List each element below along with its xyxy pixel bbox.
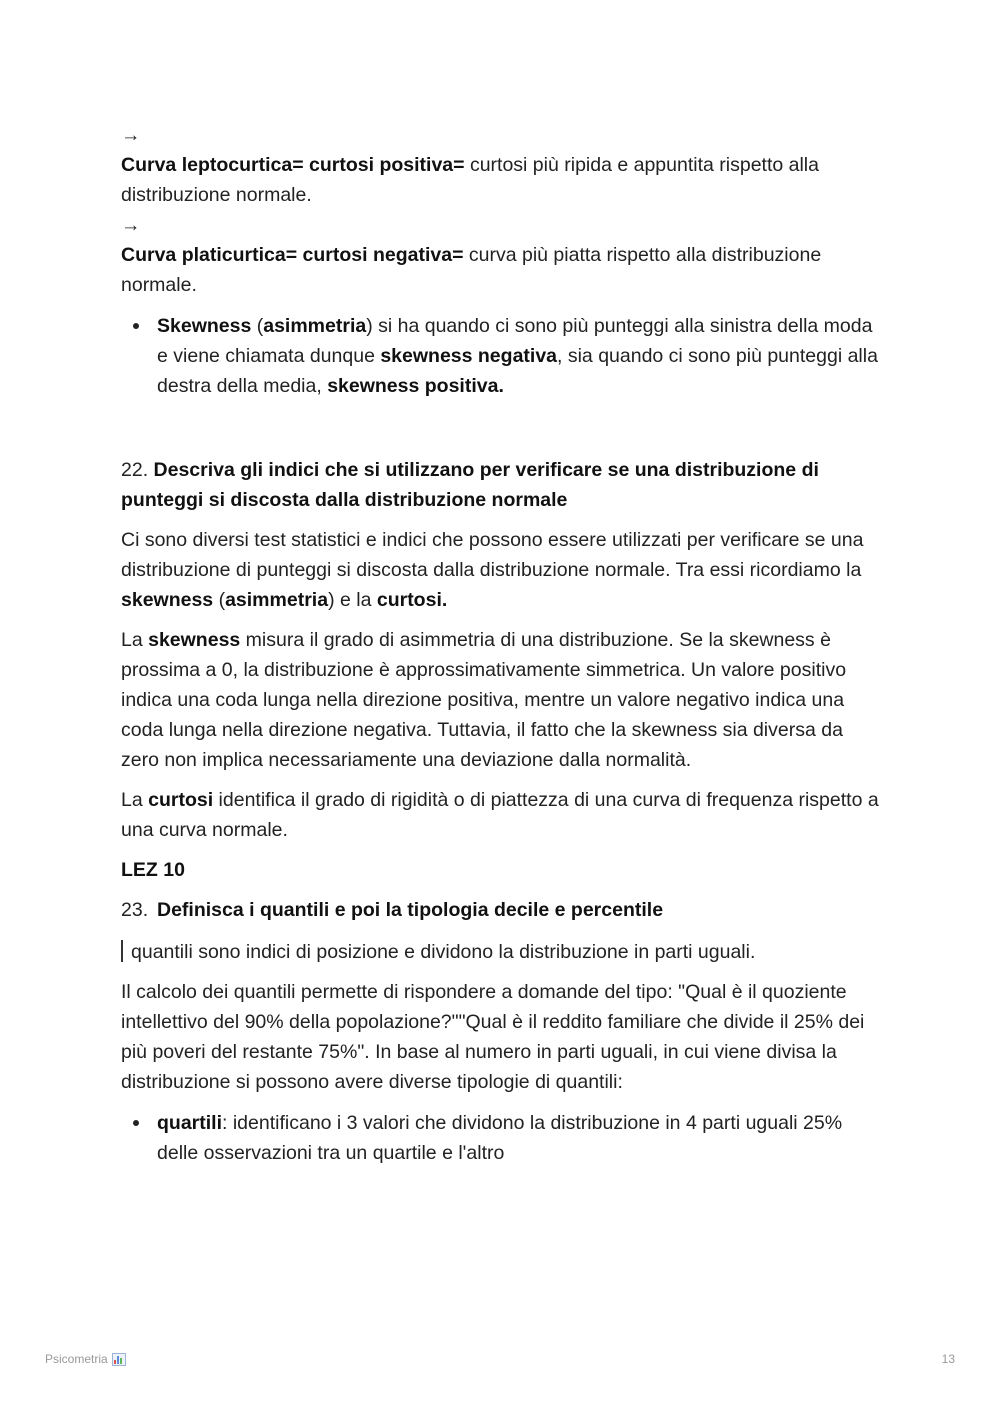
bold-text: curtosi: [148, 789, 214, 811]
quartili-list: [121, 1108, 881, 1168]
arrow-icon: →: [121, 214, 141, 236]
text: (: [213, 589, 226, 611]
text-cursor-icon: [121, 940, 123, 962]
bold-text: quartili: [157, 1112, 223, 1134]
question-23-heading: [121, 895, 881, 925]
quantili-definition: [121, 937, 881, 967]
page-content: [121, 120, 881, 1168]
intro-paragraph: [121, 525, 881, 615]
bold-text: skewness negativa: [380, 345, 558, 367]
lesson-label: LEZ 10: [121, 859, 185, 881]
text: (: [251, 315, 264, 337]
platicurtica-text: curva più piatta rispetto alla distribuzione normale.: [121, 244, 822, 296]
question-number: 22.: [121, 459, 154, 481]
text: ) si ha quando ci sono più punteggi alla sinistra della moda e viene chiamata dunque: [157, 315, 873, 367]
text: La: [121, 629, 149, 651]
curtosi-paragraph: [121, 785, 881, 845]
platicurtica-paragraph: [121, 240, 881, 300]
footer-title: [45, 1352, 126, 1366]
question-22-heading: [121, 455, 881, 515]
bold-text: skewness: [148, 629, 241, 651]
bold-text: curtosi.: [376, 589, 448, 611]
bold-text: asimmetria: [263, 315, 367, 337]
list-item: [121, 1108, 881, 1168]
bold-text: skewness: [121, 589, 214, 611]
skewness-list: [121, 311, 881, 401]
text: , sia quando ci sono più punteggi alla destra della media,: [157, 345, 878, 397]
text: La: [121, 789, 149, 811]
platicurtica-term: Curva platicurtica= curtosi negativa=: [121, 244, 464, 266]
quantili-paragraph: Il calcolo dei quantili permette di rispondere a domande del tipo: "Qual è il quoziente intellettivo del 90% della popolazione?""Qual è il reddito familiare che divide il 25% dei più poveri del restante 75%". In base al numero in parti uguali, in cui viene divisa la distribuzione si possono avere diverse tipologie di quantili:: [121, 981, 865, 1093]
text: : identificano i 3 valori che dividono la distribuzione in 4 parti uguali 25% delle osservazioni tra un quartile e l'altro: [157, 1112, 843, 1164]
text: quantili sono indici di posizione e dividono la distribuzione in parti uguali.: [131, 941, 756, 963]
leptocurtica-text: curtosi più ripida e appuntita rispetto alla distribuzione normale.: [121, 154, 819, 206]
text: identifica il grado di rigidità o di piattezza di una curva di frequenza rispetto a una curva normale.: [121, 789, 879, 841]
document-title: Psicometria: [45, 1352, 108, 1366]
bullet-icon: [133, 323, 139, 329]
text: Ci sono diversi test statistici e indici che possono essere utilizzati per verificare se una distribuzione di punteggi si discosta dalla distribuzione normale. Tra essi ricordiamo la: [121, 529, 864, 581]
leptocurtica-term: Curva leptocurtica= curtosi positiva=: [121, 154, 465, 176]
question-number: 23.: [121, 899, 149, 921]
text: ) e la: [328, 589, 377, 611]
arrow-icon: →: [121, 124, 141, 146]
bold-text: asimmetria: [225, 589, 329, 611]
bar-chart-icon: [112, 1353, 126, 1366]
skewness-paragraph: [121, 625, 881, 775]
leptocurtica-paragraph: [121, 150, 881, 210]
bold-text: Skewness: [157, 315, 252, 337]
bullet-icon: [133, 1120, 139, 1126]
bold-text: skewness positiva.: [327, 375, 504, 397]
list-item: [121, 311, 881, 401]
question-title: Descriva gli indici che si utilizzano per verificare se una distribuzione di punteggi si discosta dalla distribuzione normale: [121, 459, 819, 511]
page-number: 13: [941, 1352, 955, 1366]
text: misura il grado di asimmetria di una distribuzione. Se la skewness è prossima a 0, la distribuzione è approssimativamente simmetrica. Un valore positivo indica una coda lunga nella direzione positiva, mentre un valore negativo indica una coda lunga nella direzione negativa. Tuttavia, il fatto che la skewness sia diversa da zero non implica necessariamente una deviazione dalla normalità.: [121, 629, 847, 771]
lesson-heading: [121, 855, 881, 885]
question-title: Definisca i quantili e poi la tipologia decile e percentile: [157, 899, 664, 921]
